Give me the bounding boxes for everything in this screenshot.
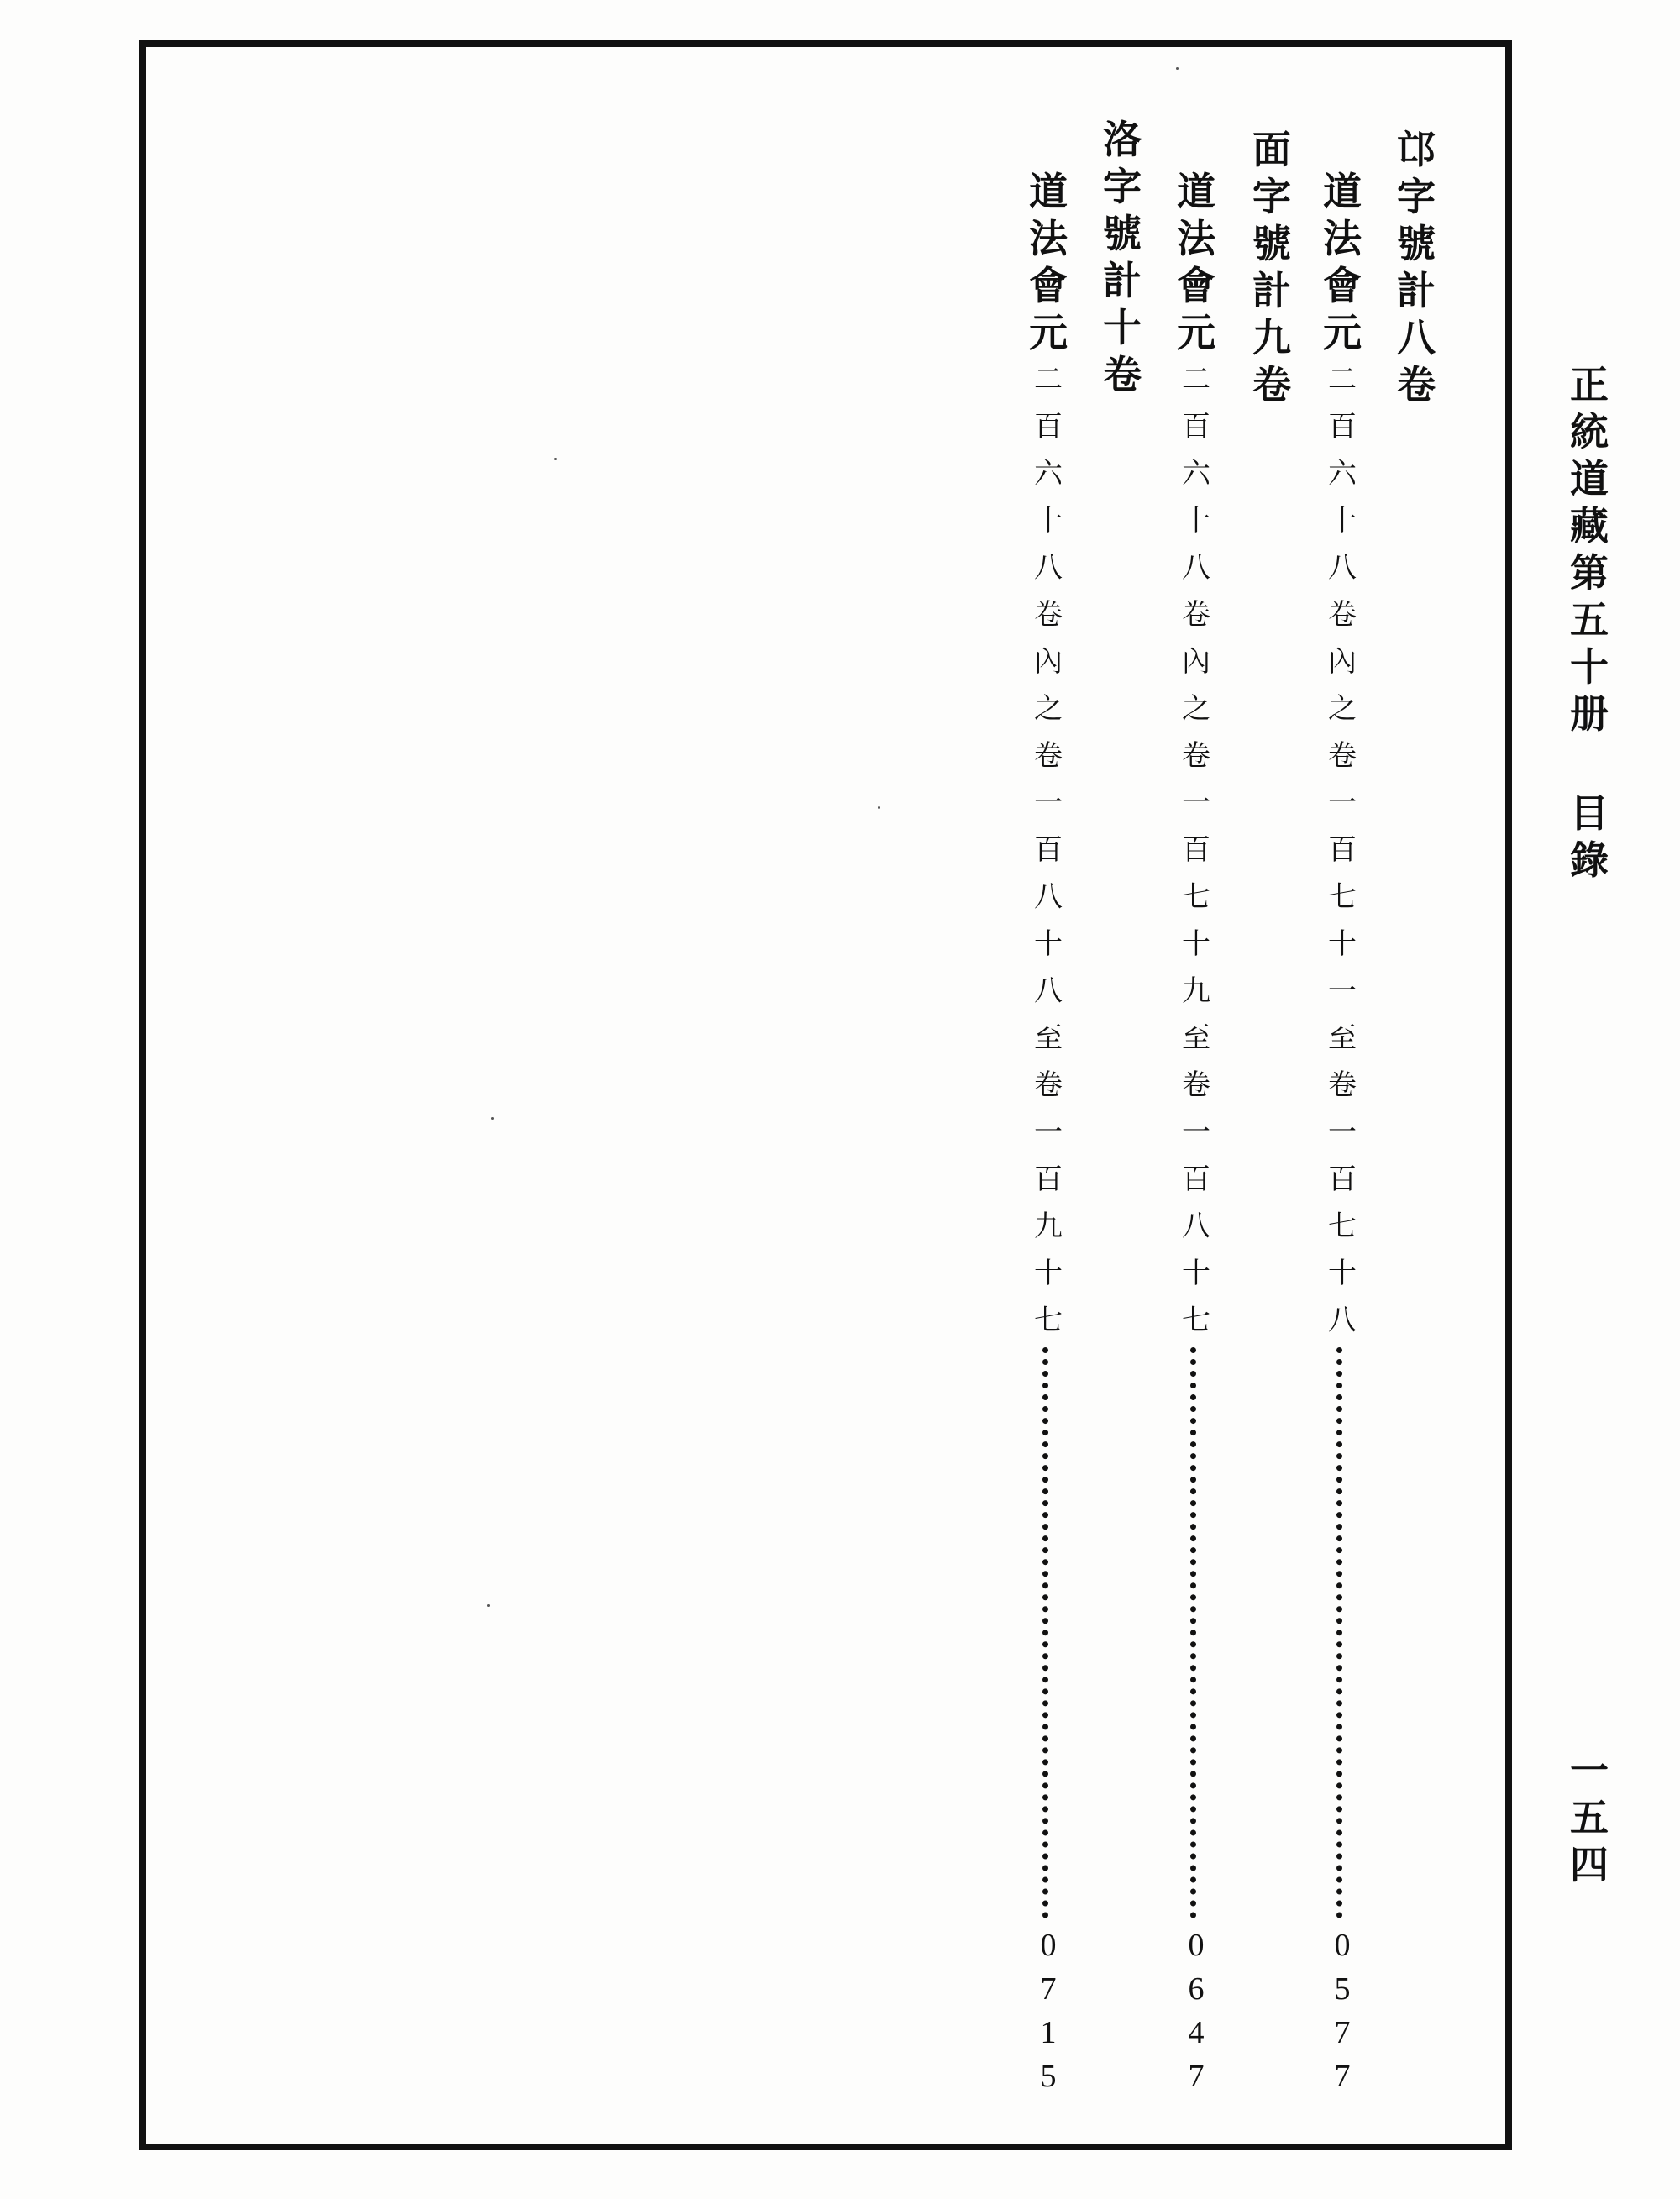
vertical-glyph: 卷 — [1328, 1068, 1357, 1102]
page-digit: 7 — [1334, 2015, 1351, 2050]
running-header-title — [1564, 361, 1614, 737]
vertical-glyph: 目 — [1570, 790, 1609, 836]
vertical-glyph: 元 — [1029, 310, 1068, 355]
vertical-glyph: 計 — [1103, 258, 1142, 303]
vertical-glyph: 二 — [1034, 363, 1063, 396]
vertical-glyph: 二 — [1328, 363, 1357, 396]
page-number — [1564, 1747, 1614, 1888]
page-border-frame — [139, 40, 1512, 2150]
vertical-glyph: 七 — [1328, 880, 1357, 914]
vertical-glyph: 十 — [1328, 504, 1357, 538]
dot-leader — [1190, 1347, 1203, 1918]
vertical-glyph: 十 — [1328, 1257, 1357, 1290]
vertical-glyph: 九 — [1034, 1210, 1063, 1243]
vertical-glyph: 會 — [1323, 263, 1362, 308]
page-digit: 0 — [1188, 1928, 1205, 1963]
vertical-glyph: 法 — [1029, 216, 1068, 261]
vertical-glyph: 十 — [1182, 1257, 1210, 1290]
vertical-glyph: 百 — [1034, 1162, 1063, 1196]
dot-leader — [1042, 1347, 1055, 1918]
vertical-glyph: 七 — [1034, 1304, 1063, 1337]
scan-speck — [878, 806, 880, 809]
vertical-glyph: 統 — [1570, 409, 1609, 454]
vertical-glyph: 七 — [1182, 880, 1210, 914]
vertical-glyph: 二 — [1182, 363, 1210, 396]
page-digit: 0 — [1334, 1928, 1351, 1963]
vertical-glyph: 八 — [1034, 880, 1063, 914]
vertical-glyph: 內 — [1182, 645, 1210, 679]
vertical-glyph: 一 — [1034, 1115, 1063, 1149]
vertical-glyph: 之 — [1034, 692, 1063, 726]
vertical-glyph: 六 — [1328, 457, 1357, 491]
vertical-glyph: 道 — [1029, 169, 1068, 214]
page-digit: 6 — [1188, 1971, 1205, 2007]
vertical-glyph: 一 — [1182, 786, 1210, 820]
page-digit: 5 — [1334, 1971, 1351, 2007]
vertical-glyph: 面 — [1252, 127, 1291, 172]
vertical-glyph: 一 — [1570, 1748, 1609, 1793]
vertical-glyph: 道 — [1570, 456, 1609, 501]
vertical-glyph: 邙 — [1397, 127, 1436, 172]
vertical-glyph: 之 — [1328, 692, 1357, 726]
page-digit: 7 — [1188, 2059, 1205, 2094]
vertical-glyph: 九 — [1182, 974, 1210, 1008]
vertical-glyph: 號 — [1252, 221, 1291, 266]
vertical-glyph: 字 — [1103, 164, 1142, 209]
vertical-glyph: 一 — [1328, 1115, 1357, 1149]
vertical-glyph: 元 — [1323, 310, 1362, 355]
vertical-glyph: 百 — [1034, 833, 1063, 867]
vertical-glyph: 卷 — [1182, 598, 1210, 632]
vertical-glyph: 八 — [1182, 551, 1210, 585]
entry-page-number — [1023, 1923, 1074, 2098]
vertical-glyph: 道 — [1177, 169, 1215, 214]
vertical-glyph: 洛 — [1103, 117, 1142, 162]
entry-line — [1171, 168, 1221, 2098]
vertical-glyph: 百 — [1182, 410, 1210, 443]
vertical-glyph: 一 — [1328, 974, 1357, 1008]
vertical-glyph: 一 — [1328, 786, 1357, 820]
vertical-glyph: 第 — [1570, 550, 1609, 596]
vertical-glyph: 百 — [1034, 410, 1063, 443]
vertical-glyph: 錄 — [1570, 837, 1609, 883]
vertical-glyph: 十 — [1182, 927, 1210, 961]
vertical-glyph: 六 — [1034, 457, 1063, 491]
vertical-glyph: 法 — [1323, 216, 1362, 261]
page-digit: 7 — [1334, 2059, 1351, 2094]
scan-speck — [487, 1604, 490, 1607]
vertical-glyph: 卷 — [1034, 598, 1063, 632]
vertical-glyph: 卷 — [1397, 362, 1436, 407]
vertical-glyph: 號 — [1397, 221, 1436, 266]
vertical-glyph: 卷 — [1182, 1068, 1210, 1102]
vertical-glyph: 會 — [1177, 263, 1215, 308]
entry-group-heading — [1097, 116, 1147, 398]
vertical-glyph: 十 — [1034, 504, 1063, 538]
page-digit: 0 — [1040, 1928, 1057, 1963]
vertical-glyph: 卷 — [1034, 739, 1063, 773]
vertical-glyph: 八 — [1182, 1210, 1210, 1243]
vertical-glyph: 百 — [1328, 833, 1357, 867]
vertical-glyph: 百 — [1182, 833, 1210, 867]
vertical-glyph: 至 — [1182, 1021, 1210, 1055]
vertical-glyph: 十 — [1034, 1257, 1063, 1290]
vertical-glyph: 七 — [1328, 1210, 1357, 1243]
vertical-glyph: 至 — [1034, 1021, 1063, 1055]
vertical-glyph: 一 — [1034, 786, 1063, 820]
vertical-glyph: 字 — [1252, 174, 1291, 219]
scan-speck — [1176, 67, 1179, 70]
vertical-glyph: 九 — [1252, 315, 1291, 360]
vertical-glyph: 卷 — [1103, 352, 1142, 397]
entry-page-number — [1317, 1923, 1368, 2098]
vertical-glyph: 五 — [1570, 597, 1609, 643]
vertical-glyph: 八 — [1034, 551, 1063, 585]
vertical-glyph: 五 — [1570, 1795, 1609, 1840]
entry-group-heading — [1391, 126, 1441, 408]
vertical-glyph: 百 — [1328, 1162, 1357, 1196]
vertical-glyph: 一 — [1182, 1115, 1210, 1149]
vertical-glyph: 卷 — [1034, 1068, 1063, 1102]
page-digit: 7 — [1040, 1971, 1057, 2007]
vertical-glyph: 八 — [1328, 1304, 1357, 1337]
dot-leader — [1336, 1347, 1349, 1918]
vertical-glyph: 十 — [1570, 644, 1609, 690]
vertical-glyph: 册 — [1570, 691, 1609, 737]
vertical-glyph: 十 — [1182, 504, 1210, 538]
vertical-glyph: 百 — [1182, 1162, 1210, 1196]
page-digit: 1 — [1040, 2015, 1057, 2050]
vertical-glyph: 道 — [1323, 169, 1362, 214]
entry-page-number — [1171, 1923, 1221, 2098]
vertical-glyph: 計 — [1252, 268, 1291, 313]
vertical-glyph: 字 — [1397, 174, 1436, 219]
vertical-glyph: 元 — [1177, 310, 1215, 355]
vertical-glyph: 十 — [1103, 305, 1142, 350]
entry-line — [1023, 168, 1074, 2098]
scan-speck — [554, 458, 557, 460]
vertical-glyph: 會 — [1029, 263, 1068, 308]
vertical-glyph: 八 — [1397, 315, 1436, 360]
vertical-glyph: 正 — [1570, 362, 1609, 407]
vertical-glyph: 卷 — [1328, 598, 1357, 632]
vertical-glyph: 四 — [1570, 1842, 1609, 1887]
vertical-glyph: 法 — [1177, 216, 1215, 261]
vertical-glyph: 百 — [1328, 410, 1357, 443]
vertical-glyph: 內 — [1328, 645, 1357, 679]
vertical-glyph: 八 — [1034, 974, 1063, 1008]
vertical-glyph: 卷 — [1328, 739, 1357, 773]
vertical-glyph: 號 — [1103, 211, 1142, 256]
vertical-glyph: 之 — [1182, 692, 1210, 726]
vertical-glyph: 七 — [1182, 1304, 1210, 1337]
vertical-glyph: 六 — [1182, 457, 1210, 491]
vertical-glyph: 十 — [1328, 927, 1357, 961]
vertical-glyph: 計 — [1397, 268, 1436, 313]
vertical-glyph: 十 — [1034, 927, 1063, 961]
entry-line — [1317, 168, 1368, 2098]
entry-group-heading — [1247, 126, 1297, 408]
vertical-glyph: 至 — [1328, 1021, 1357, 1055]
vertical-glyph: 內 — [1034, 645, 1063, 679]
vertical-glyph: 卷 — [1182, 739, 1210, 773]
vertical-glyph: 藏 — [1570, 503, 1609, 548]
running-header-section — [1564, 790, 1614, 884]
page-digit: 5 — [1040, 2059, 1057, 2094]
scan-speck — [491, 1117, 494, 1120]
vertical-glyph: 卷 — [1252, 362, 1291, 407]
vertical-glyph: 八 — [1328, 551, 1357, 585]
page-digit: 4 — [1188, 2015, 1205, 2050]
